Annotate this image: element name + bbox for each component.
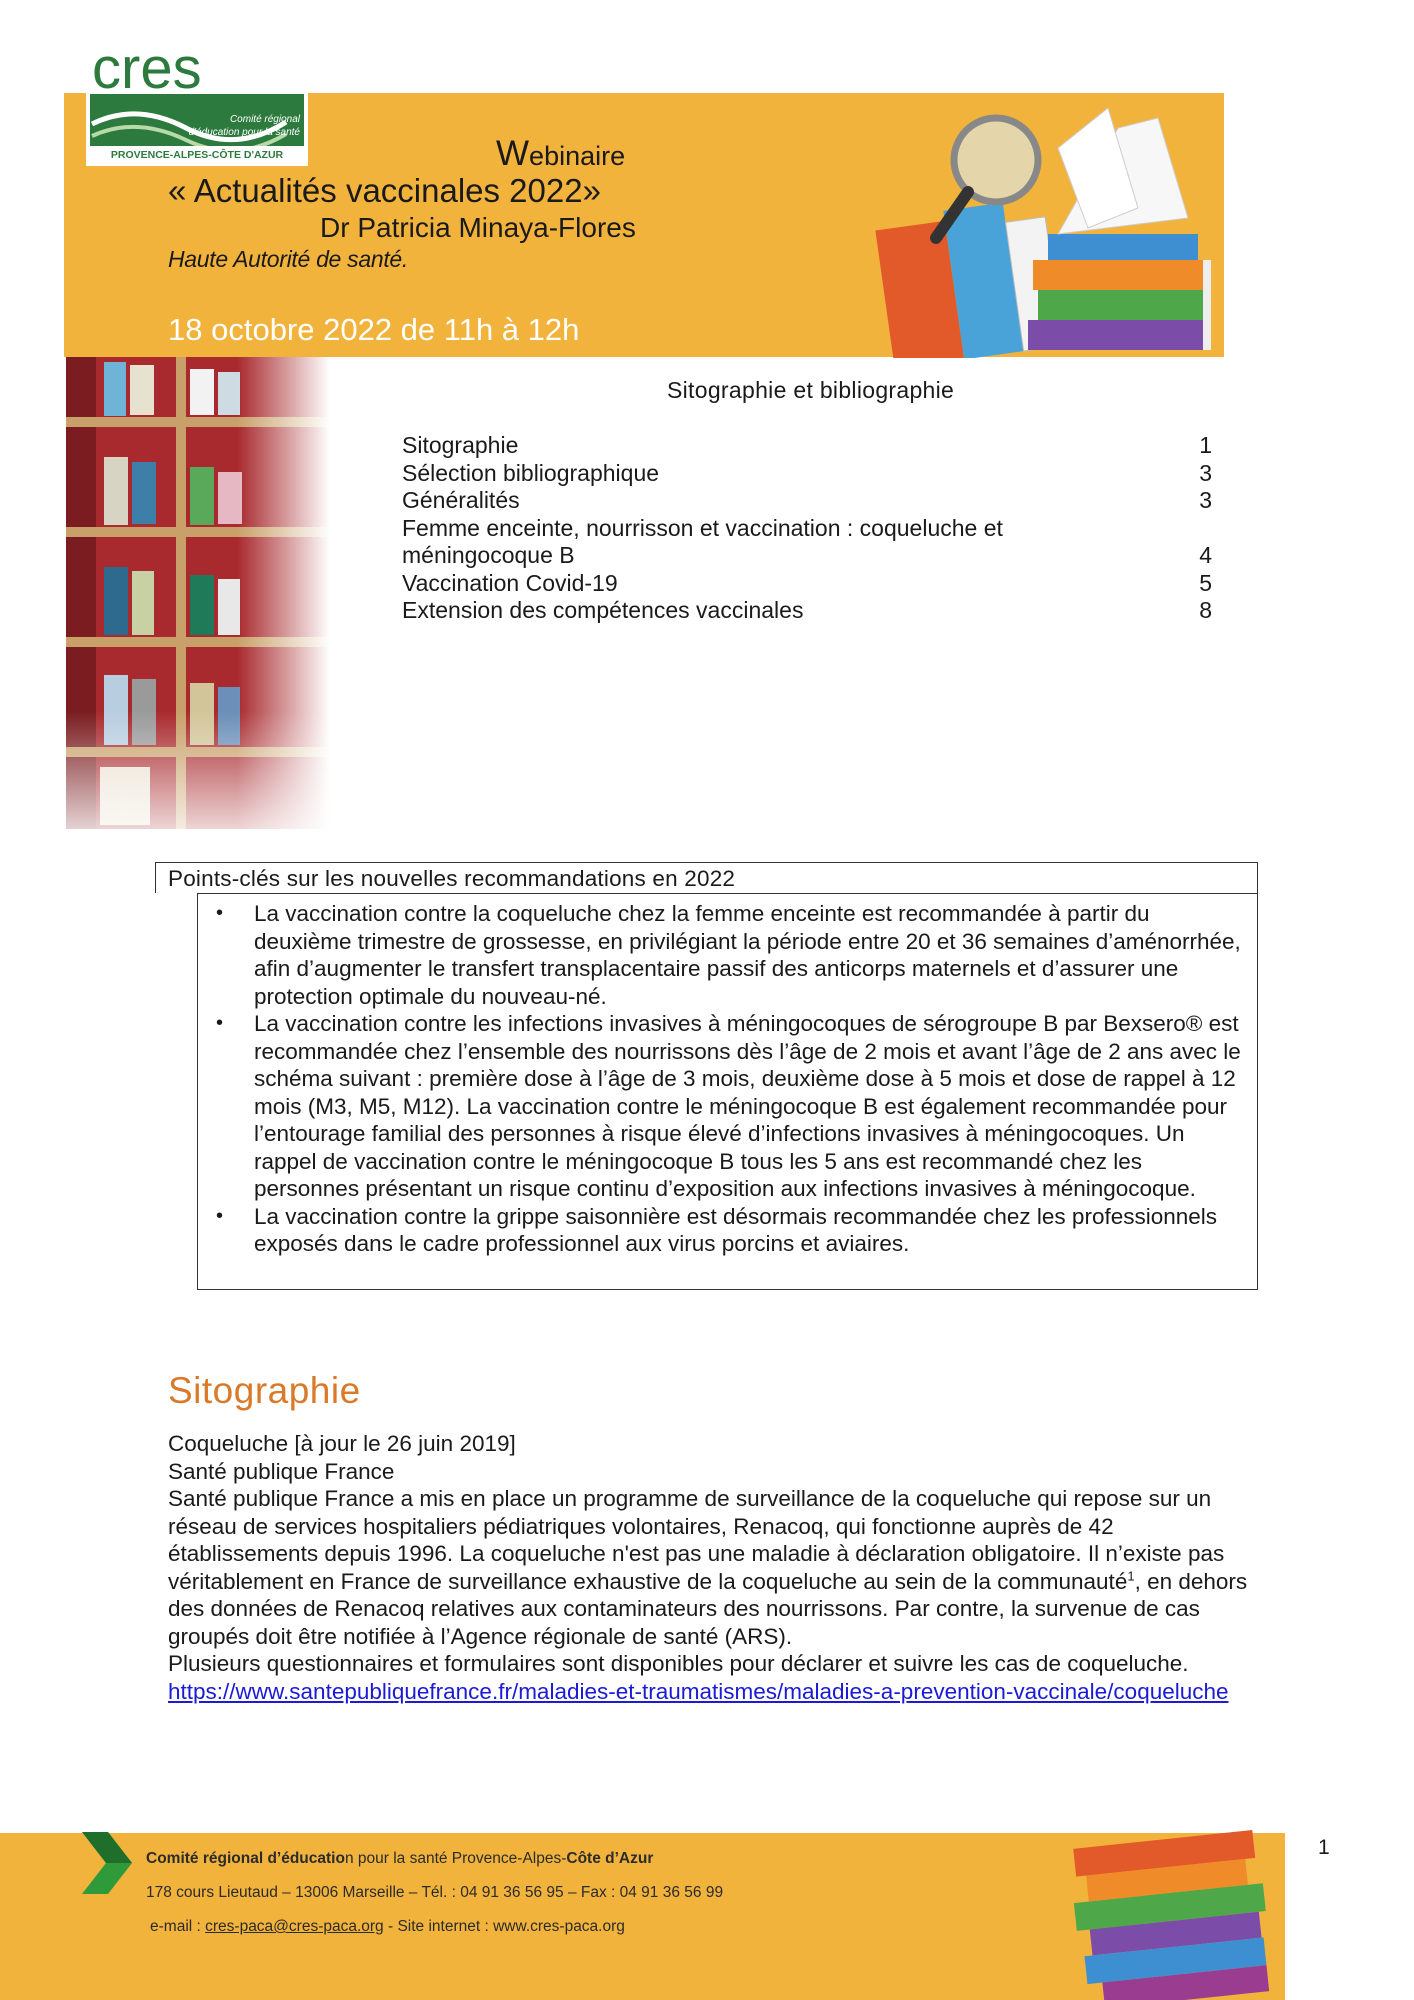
books-illustration — [858, 88, 1230, 358]
toc-item: Femme enceinte, nourrisson et vaccination : coqueluche et méningocoque B 4 — [402, 514, 1212, 568]
logo-subtitle-2: d'éducation pour la santé — [188, 127, 300, 138]
toc-item: Vaccination Covid-19 5 — [402, 569, 1212, 596]
speaker-organization: Haute Autorité de santé. — [168, 246, 408, 272]
page-number: 1 — [1318, 1836, 1330, 1859]
section-heading-sitographie: Sitographie — [168, 1370, 361, 1411]
toc-item: Généralités 3 — [402, 487, 1212, 513]
logo-subtitle-1: Comité régional — [229, 114, 300, 125]
footnote-mark[interactable]: 1 — [1127, 1568, 1135, 1583]
key-points-list — [210, 900, 1250, 1258]
table-of-contents — [402, 432, 1212, 625]
entry-description: Santé publique France a mis en place un programme de surveillance de la coqueluche qui repose sur un réseau de services hospitaliers pédiatriques volontaires, Renacoq, qui fonctionne auprès de 42 établissements depuis 1996. La coqueluche n'est pas une maladie à déclaration obligatoire. Il n’existe pas véritablement en France de surveillance exhaustive de la coqueluche au sein de la communauté$^1$, en dehors des données de Renacoq relatives aux contaminateurs des nourrissons. Par contre, la survenue de cas groupés doit être notifiée à l’Agence régionale de santé (ARS). — [168, 1486, 1248, 1649]
books-stack-icon — [1060, 1828, 1286, 2000]
footer-organization: Comité régional d’éducation pour la santé Provence-Alpes-Côte d’Azur — [146, 1850, 654, 1867]
webinaire-date: 18 octobre 2022 de 11h à 12h — [168, 312, 580, 347]
webinaire-label: Webinaire — [496, 134, 626, 173]
list-item: • La vaccination contre la grippe saisonnière est désormais recommandée chez les professionnels exposés dans le cadre professionnel aux virus porcins et aviaires. — [216, 1203, 1218, 1256]
chevron-right-icon — [78, 1830, 134, 1896]
sitographie-entry — [168, 1430, 1258, 1705]
bullet-icon: • — [216, 902, 224, 924]
footer-email-link[interactable]: cres-paca@cres-paca.org — [205, 1918, 384, 1935]
logo-wordmark: cres — [92, 36, 202, 101]
entry-note: Plusieurs questionnaires et formulaires sont disponibles pour déclarer et suivre les cas de coqueluche. — [168, 1651, 1189, 1676]
speaker-name: Dr Patricia Minaya-Flores — [320, 212, 636, 243]
logo-region: PROVENCE-ALPES-CÔTE D'AZUR — [110, 149, 284, 161]
bookshelf-image — [66, 357, 330, 829]
list-item: • La vaccination contre les infections invasives à méningocoques de sérogroupe B par Bexsero® est recommandée chez l’ensemble des nourrissons dès l’âge de 2 mois et avant l’âge de 2 ans avec le schéma suivant : première dose à l’âge de 3 mois, deuxième dose à 5 mois et dose de rappel à 12 mois (M3, M5, M12). La vaccination contre le méningocoque B est également recommandée pour l’entourage familial des personnes à risque élevé d’infections invasives à méningocoques. Un rappel de vaccination contre le méningocoque B tous les 5 ans est recommandé chez les personnes présentant un risque continu d’exposition aux infections invasives à méningocoque. — [216, 1011, 1241, 1201]
bullet-icon: • — [216, 1012, 224, 1034]
toc-item: Extension des compétences vaccinales 8 — [402, 597, 1212, 623]
bullet-icon: • — [216, 1204, 224, 1227]
key-points-title: Points-clés sur les nouvelles recommandations en 2022 — [155, 862, 1258, 893]
list-item: • La vaccination contre la coqueluche chez la femme enceinte est recommandée à partir du deuxième trimestre de grossesse, en privilégiant la période entre 20 et 36 semaines d’aménorrhée, afin d’augmenter le transfert transplacentaire passif des anticorps maternels et d’assurer une protection optimale du nouveau-né. — [216, 901, 1241, 1009]
footer-contact: e-mail : cres-paca@cres-paca.org - Site internet : www.cres-paca.org — [150, 1918, 625, 1935]
toc-item: Sitographie 1 — [402, 432, 1212, 458]
santepubliquefrance-link[interactable]: https://www.santepubliquefrance.fr/maladies-et-traumatismes/maladies-a-prevention-vaccinale/coqueluche — [168, 1678, 1229, 1704]
toc-item: Sélection bibliographique 3 — [402, 459, 1212, 486]
entry-title: Coqueluche [à jour le 26 juin 2019] — [168, 1431, 516, 1456]
entry-source: Santé publique France — [168, 1458, 395, 1484]
cres-logo — [86, 32, 308, 166]
footer-address: 178 cours Lieutaud – 13006 Marseille – Tél. : 04 91 36 56 95 – Fax : 04 91 36 56 99 — [146, 1884, 724, 1901]
webinaire-title: « Actualités vaccinales 2022» — [168, 172, 601, 209]
toc-title: Sitographie et bibliographie — [667, 377, 955, 403]
